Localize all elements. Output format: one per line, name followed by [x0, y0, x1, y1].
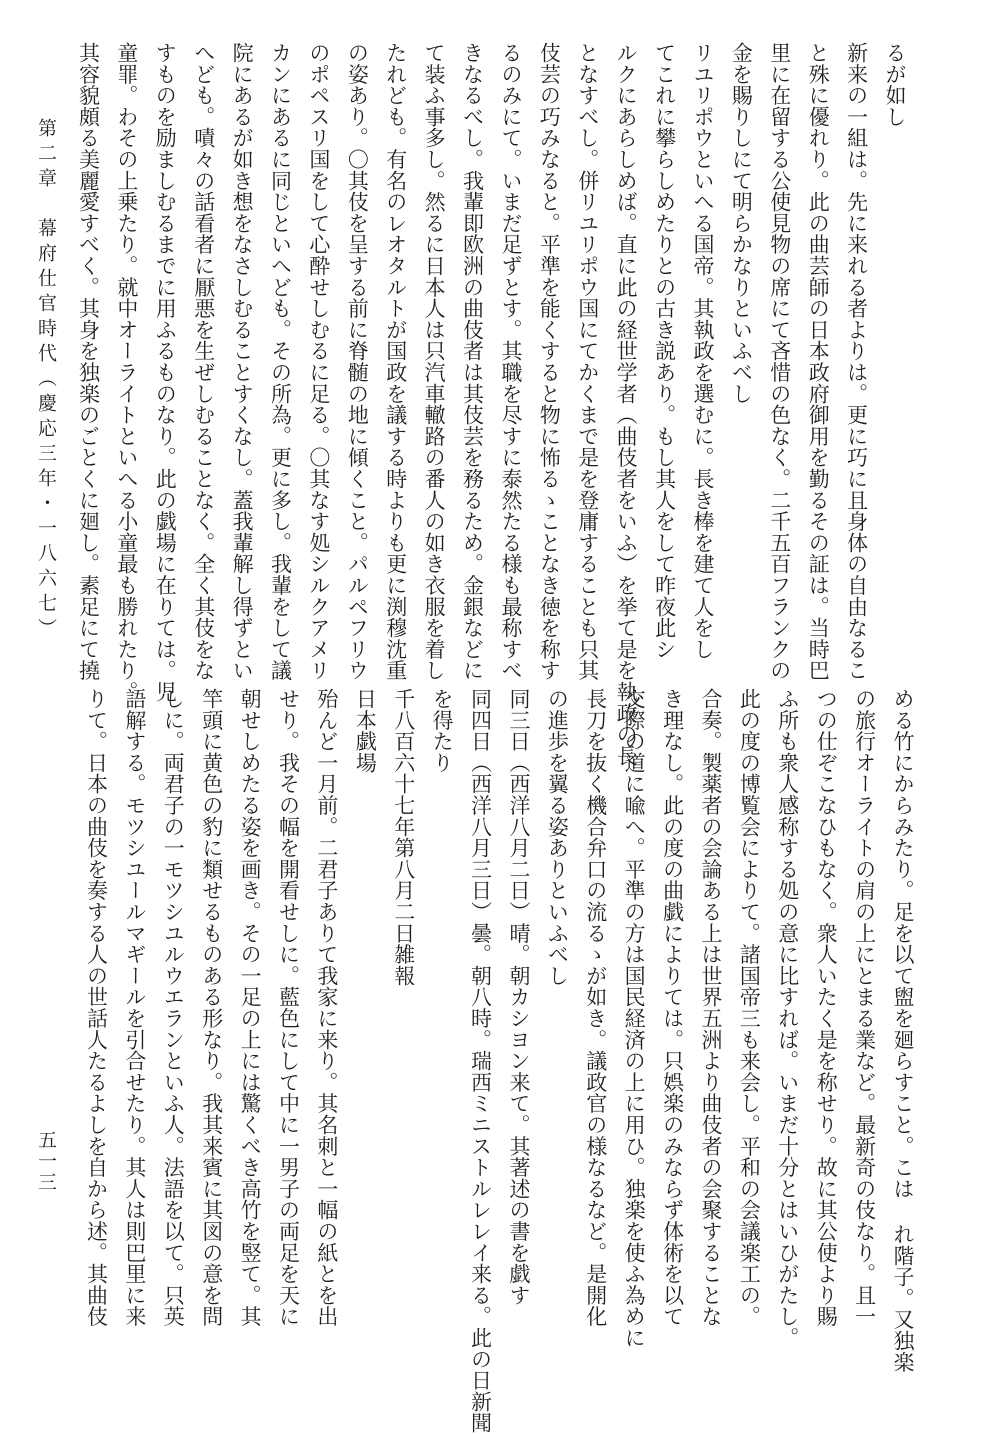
- text-column: りて。日本の曲伎を奏する人の世話人たるよしを自から述。其曲伎: [84, 688, 109, 1327]
- text-column: となすべし。併リユリポウ国にてかくまで是を登庸することも只其: [575, 42, 600, 681]
- text-column: き理なし。此の度の曲戯によりては。只娯楽のみならず体術を以て: [660, 688, 685, 1327]
- text-column: める竹にからみたり。足を以て盥を廻らすこと。こは れ階子。又独楽: [891, 688, 915, 1373]
- text-column: きなるべし。我輩即欧洲の曲伎者は其伎芸を務るため。金銀などに: [460, 42, 485, 681]
- text-column: を得たり: [430, 688, 455, 774]
- text-column: て装ふ事多し。然るに日本人は只汽車轍路の番人の如き衣服を着し: [422, 42, 447, 681]
- text-column: の姿あり。〇其伎を呈する前に脊髄の地に傾くこと。パルペフリウ: [345, 42, 370, 681]
- text-column: 朝せしめたる姿を画き。その一足の上には驚くべき高竹を竪て。其: [238, 688, 263, 1327]
- text-column: 金を賜りしにて明らかなりといふべし: [729, 42, 754, 405]
- text-column: すものを励ましむるまでに用ふるものなり。此の戯場に在りては。児: [153, 42, 178, 703]
- text-column: せり。我その幅を開看せしに。藍色にして中に一男子の両足を天に: [276, 688, 301, 1327]
- text-column: リユリポウといへる国帝。其執政を選むに。長き棒を建て人をし: [690, 42, 715, 660]
- text-column: 竿頭に黄色の豹に類せるものある形なり。我其来賓に其図の意を問: [199, 688, 224, 1327]
- text-column: ふ所も衆人感称する処の意に比すれば。いまだ十分とはいひがたし。: [775, 688, 800, 1349]
- text-column: しに。両君子の一モツシユルウエランといふ人。法語を以て。只英: [161, 688, 186, 1327]
- text-column: のポペスリ国をして心酔せしむるに足る。〇其なす処シルクアメリ: [306, 42, 331, 681]
- text-column: 同四日（西洋八月三日）曇。朝八時。瑞西ミニストルレレイ来る。此の日新聞: [468, 688, 493, 1434]
- running-head: 第二章 幕府仕官時代（慶応三年・一八六七）: [35, 118, 57, 643]
- text-column: 日本戯場: [353, 688, 378, 774]
- text-column: 童罪。わその上乗たり。就中オーライトといへる小童最も勝れたり。: [114, 42, 139, 703]
- text-column: 交際の道に喩へ。平準の方は国民経済の上に用ひ。独楽を使ふ為めに: [622, 688, 647, 1349]
- text-column: と殊に優れり。此の曲芸師の日本政府御用を勤るその証は。当時巴: [806, 42, 831, 681]
- text-column: るが如し: [883, 42, 907, 128]
- text-column: 同三日（西洋八月二日）晴。朝カシヨン来て。其著述の書を戯す: [506, 688, 531, 1306]
- text-column: 長刀を抜く機合弁口の流るゝが如き。議政官の様なるなど。是開化: [583, 688, 608, 1327]
- text-column: るのみにて。いまだ足ずとす。其職を尽すに泰然たる様も最称すべ: [498, 42, 523, 681]
- text-column: 千八百六十七年第八月二日雑報: [391, 688, 416, 987]
- text-column: 其容貌頗る美麗愛すべく。其身を独楽のごとくに廻し。素足にて撓: [76, 42, 101, 681]
- text-column: 殆んど一月前。二君子ありて我家に来り。其名刺と一幅の紙とを出: [314, 688, 339, 1327]
- page-number: 五一三: [35, 1130, 57, 1193]
- text-column: つの仕ぞこなひもなく。衆人いたく是を称せり。故に其公使より賜: [814, 688, 839, 1327]
- text-column: の進歩を翼る姿ありといふべし: [545, 688, 570, 987]
- text-column: ルクにあらしめば。直に此の経世学者（曲伎者をいふ）を挙て是を執政の長: [614, 42, 639, 767]
- text-column: カンにあるに同じといへども。その所為。更に多し。我輩をして議: [268, 42, 293, 681]
- text-column: 語解する。モツシユールマギールを引合せたり。其人は則巴里に来: [122, 688, 147, 1327]
- text-column: 合奏。製薬者の会論ある上は世界五洲より曲伎者の会聚することな: [698, 688, 723, 1327]
- text-column: の旅行オーライトの肩の上にとまる業など。最新奇の伎なり。且一: [852, 688, 877, 1327]
- text-column: 里に在留する公使見物の席にて吝惜の色なく。二千五百フランクの: [767, 42, 792, 681]
- text-column: 伎芸の巧みなると。平準を能くすると物に怖るゝことなき徳を称す: [537, 42, 562, 681]
- text-column: たれども。有名のレオタルトが国政を議する時よりも更に渕穆沈重: [383, 42, 408, 681]
- lower-text-block: [84, 688, 922, 1434]
- text-column: てこれに攀らしめたりとの古き説あり。もし其人をして昨夜此シ: [652, 42, 677, 660]
- text-column: 此の度の博覧会によりて。諸国帝三も来会し。平和の会議楽工の。: [737, 688, 762, 1327]
- text-column: へども。嘖々の話看者に厭悪を生ぜしむることなく。全く其伎をな: [191, 42, 216, 681]
- text-column: 院にあるが如き想をなさしむることすくなし。蓋我輩解し得ずとい: [230, 42, 255, 681]
- text-column: 新来の一組は。先に来れる者よりは。更に巧に且身体の自由なるこ: [844, 42, 869, 681]
